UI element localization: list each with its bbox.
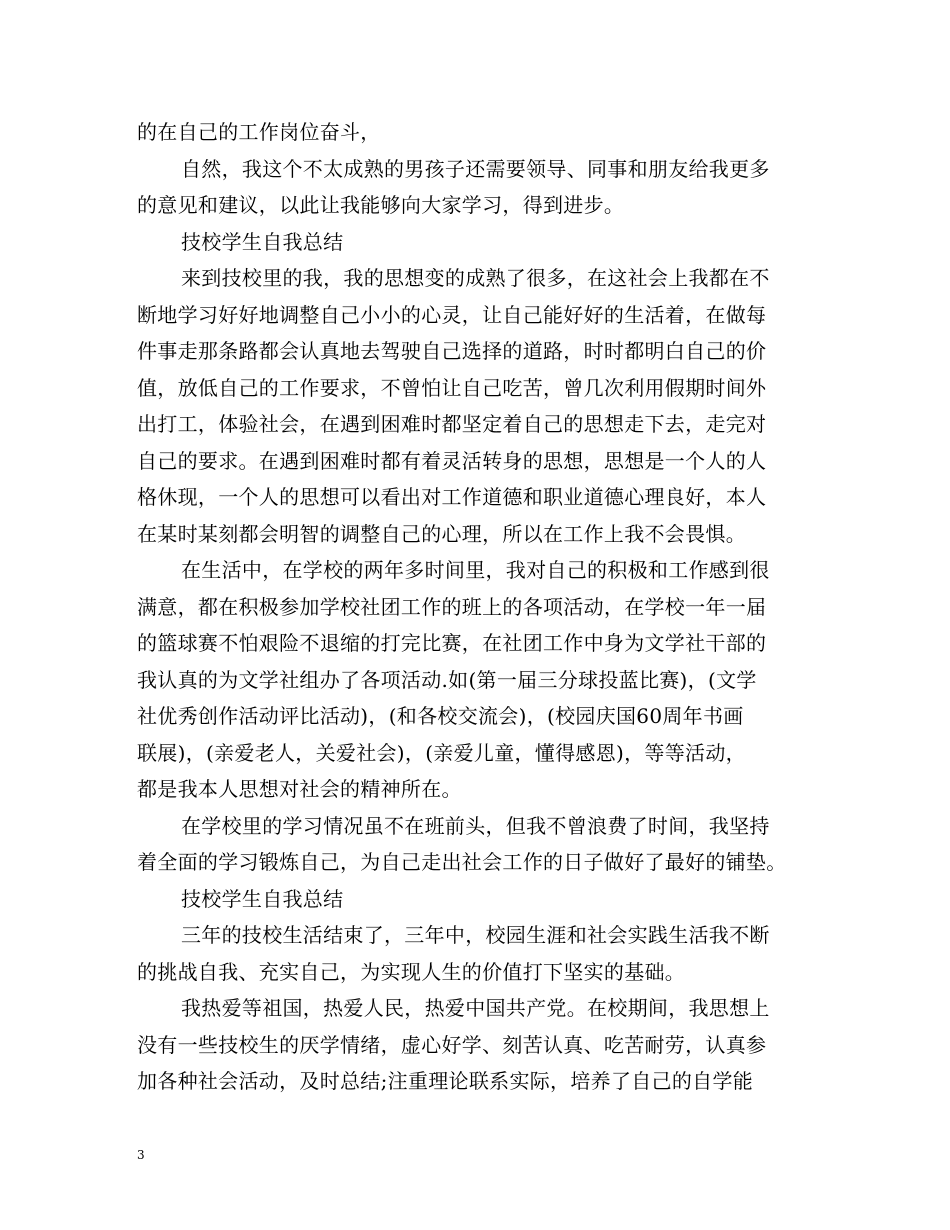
text-line: 联展)，(亲爱老人，关爱社会)，(亲爱儿童，懂得感恩)，等等活动， [137, 740, 746, 765]
document-body [137, 114, 817, 1100]
text-line: 都是我本人思想对社会的精神所在。 [137, 777, 462, 801]
text-line: 在某时某刻都会明智的调整自己的心理，所以在工作上我不会畏惧。 [137, 521, 746, 546]
text-line: 的篮球赛不怕艰险不退缩的打完比赛，在社团工作中身为文学社干部的 [137, 631, 767, 655]
text-line: 值，放低自己的工作要求，不曾怕让自己吃苦，曾几次利用假期时间外 [137, 375, 767, 400]
text-line: 自然，我这个不太成熟的男孩子还需要领导、同事和朋友给我更多 [181, 156, 770, 181]
section-heading: 技校学生自我总结 [181, 886, 344, 911]
text-line: 我热爱等祖国，热爱人民，热爱中国共产党。在校期间，我思想上 [181, 996, 770, 1020]
text-line: 三年的技校生活结束了，三年中，校园生涯和社会实践生活我不断 [181, 923, 770, 947]
section-heading: 技校学生自我总结 [181, 229, 344, 254]
text-line: 的挑战自我、充实自己，为实现人生的价值打下坚实的基础。 [137, 959, 686, 984]
text-line: 的在自己的工作岗位奋斗， [137, 120, 381, 144]
text-line: 来到技校里的我，我的思想变的成熟了很多，在这社会上我都在不 [181, 266, 770, 290]
page-number: 3 [137, 1148, 145, 1162]
text-line: 格休现，一个人的思想可以看出对工作道德和职业道德心理良好，本人 [137, 485, 767, 509]
text-line: 自己的要求。在遇到困难时都有着灵活转身的思想，思想是一个人的人 [137, 448, 767, 473]
text-line: 的意见和建议，以此让我能够向大家学习，得到进步。 [137, 193, 625, 217]
text-line: 没有一些技校生的厌学情绪，虚心好学、刻苦认真、吃苦耐劳，认真参 [137, 1032, 767, 1057]
text-line: 断地学习好好地调整自己小小的心灵，让自己能好好的生活着，在做每 [137, 302, 767, 327]
text-line: 在生活中，在学校的两年多时间里，我对自己的积极和工作感到很 [181, 558, 770, 582]
text-line: 在学校里的学习情况虽不在班前头，但我不曾浪费了时间，我坚持 [181, 813, 770, 838]
text-line: 出打工，体验社会，在遇到困难时都坚定着自己的思想走下去，走完对 [137, 412, 767, 436]
text-line: 满意，都在积极参加学校社团工作的班上的各项活动，在学校一年一届 [137, 594, 767, 619]
text-line: 件事走那条路都会认真地去驾驶自己选择的道路，时时都明白自己的价 [137, 339, 767, 363]
text-line: 社优秀创作活动评比活动)，(和各校交流会)，(校园庆国60周年书画 [137, 704, 744, 728]
text-line: 我认真的为文学社组办了各项活动.如(第一届三分球投蓝比赛)，(文学 [137, 667, 757, 692]
text-line: 着全面的学习锻炼自己，为自己走出社会工作的日子做好了最好的铺垫。 [137, 850, 787, 874]
text-line: 加各种社会活动，及时总结;注重理论联系实际，培养了自己的自学能 [137, 1069, 754, 1093]
